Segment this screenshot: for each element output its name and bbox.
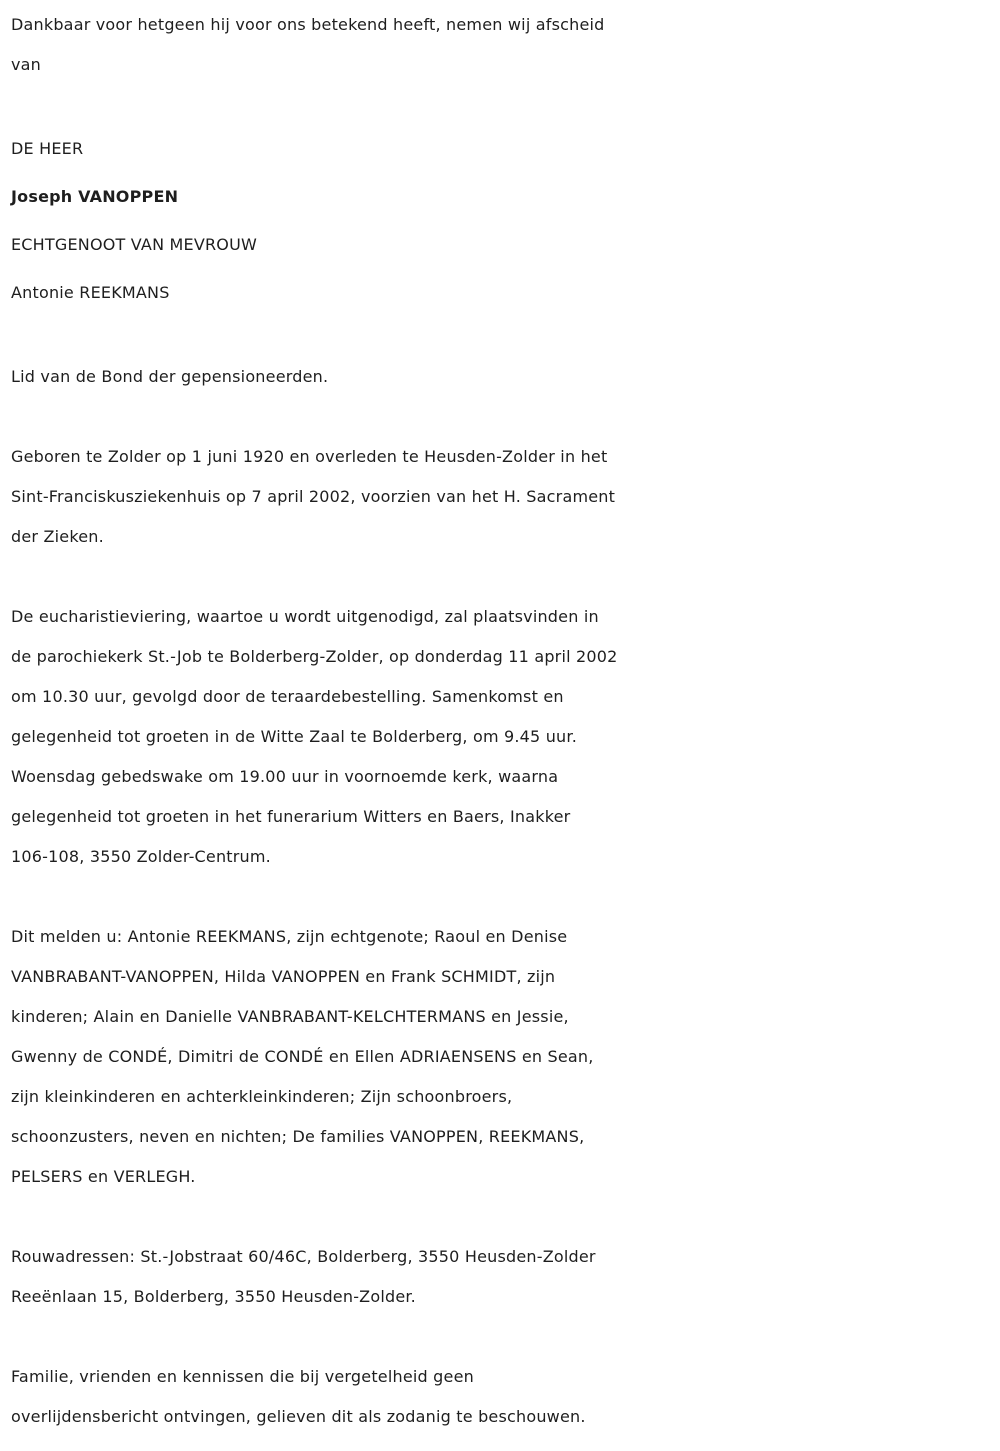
announcers-line: Dit melden u: Antonie REEKMANS, zijn echtgenote; Raoul en Denise <box>11 927 568 946</box>
ceremony-line: Woensdag gebedswake om 19.00 uur in voornoemde kerk, waarna <box>11 767 559 786</box>
spacer <box>11 317 988 357</box>
address-line: Rouwadressen: St.-Jobstraat 60/46C, Bolderberg, 3550 Heusden-Zolder <box>11 1247 596 1266</box>
announcers-line: schoonzusters, neven en nichten; De families VANOPPEN, REEKMANS, <box>11 1127 585 1146</box>
spouse-name: Antonie REEKMANS <box>11 283 170 302</box>
spacer <box>11 877 988 917</box>
intro-paragraph <box>11 5 988 85</box>
spacer <box>11 557 988 597</box>
title-line: DE HEER <box>11 139 84 158</box>
spacer <box>11 1197 988 1237</box>
birth-death-line: der Zieken. <box>11 527 104 546</box>
address-line: Reeënlaan 15, Bolderberg, 3550 Heusden-Zolder. <box>11 1287 416 1306</box>
membership-paragraph <box>11 357 988 397</box>
ceremony-paragraph <box>11 597 988 877</box>
spacer <box>11 1317 988 1357</box>
deceased-header <box>11 125 988 317</box>
ceremony-line: De eucharistieviering, waartoe u wordt uitgenodigd, zal plaatsvinden in <box>11 607 599 626</box>
intro-line: van <box>11 55 42 74</box>
birth-death-paragraph <box>11 437 988 557</box>
membership-line: Lid van de Bond der gepensioneerden. <box>11 367 329 386</box>
ceremony-line: gelegenheid tot groeten in de Witte Zaal te Bolderberg, om 9.45 uur. <box>11 727 577 746</box>
announcers-line: Gwenny de CONDÉ, Dimitri de CONDÉ en Ellen ADRIAENSENS en Sean, <box>11 1047 594 1066</box>
birth-death-line: Sint-Franciskusziekenhuis op 7 april 2002, voorzien van het H. Sacrament <box>11 487 616 506</box>
relation-line: ECHTGENOOT VAN MEVROUW <box>11 235 258 254</box>
announcers-line: PELSERS en VERLEGH. <box>11 1167 196 1186</box>
closing-line: overlijdensbericht ontvingen, gelieven dit als zodanig te beschouwen. <box>11 1407 586 1426</box>
spacer <box>11 397 988 437</box>
announcers-line: VANBRABANT-VANOPPEN, Hilda VANOPPEN en Frank SCHMIDT, zijn <box>11 967 556 986</box>
intro-line: Dankbaar voor hetgeen hij voor ons betekend heeft, nemen wij afscheid <box>11 15 605 34</box>
closing-paragraph <box>11 1357 988 1437</box>
ceremony-line: de parochiekerk St.-Job te Bolderberg-Zolder, op donderdag 11 april 2002 <box>11 647 618 666</box>
ceremony-line: 106-108, 3550 Zolder-Centrum. <box>11 847 271 866</box>
deceased-name: Joseph VANOPPEN <box>11 187 179 206</box>
announcers-paragraph <box>11 917 988 1197</box>
closing-line: Familie, vrienden en kennissen die bij vergetelheid geen <box>11 1367 474 1386</box>
announcers-line: zijn kleinkinderen en achterkleinkinderen; Zijn schoonbroers, <box>11 1087 513 1106</box>
announcers-line: kinderen; Alain en Danielle VANBRABANT-KELCHTERMANS en Jessie, <box>11 1007 569 1026</box>
ceremony-line: gelegenheid tot groeten in het funerarium Witters en Baers, Inakker <box>11 807 571 826</box>
birth-death-line: Geboren te Zolder op 1 juni 1920 en overleden te Heusden-Zolder in het <box>11 447 608 466</box>
obituary-document <box>0 5 1000 1451</box>
addresses-paragraph <box>11 1237 988 1317</box>
spacer <box>11 85 988 125</box>
ceremony-line: om 10.30 uur, gevolgd door de teraardebestelling. Samenkomst en <box>11 687 564 706</box>
